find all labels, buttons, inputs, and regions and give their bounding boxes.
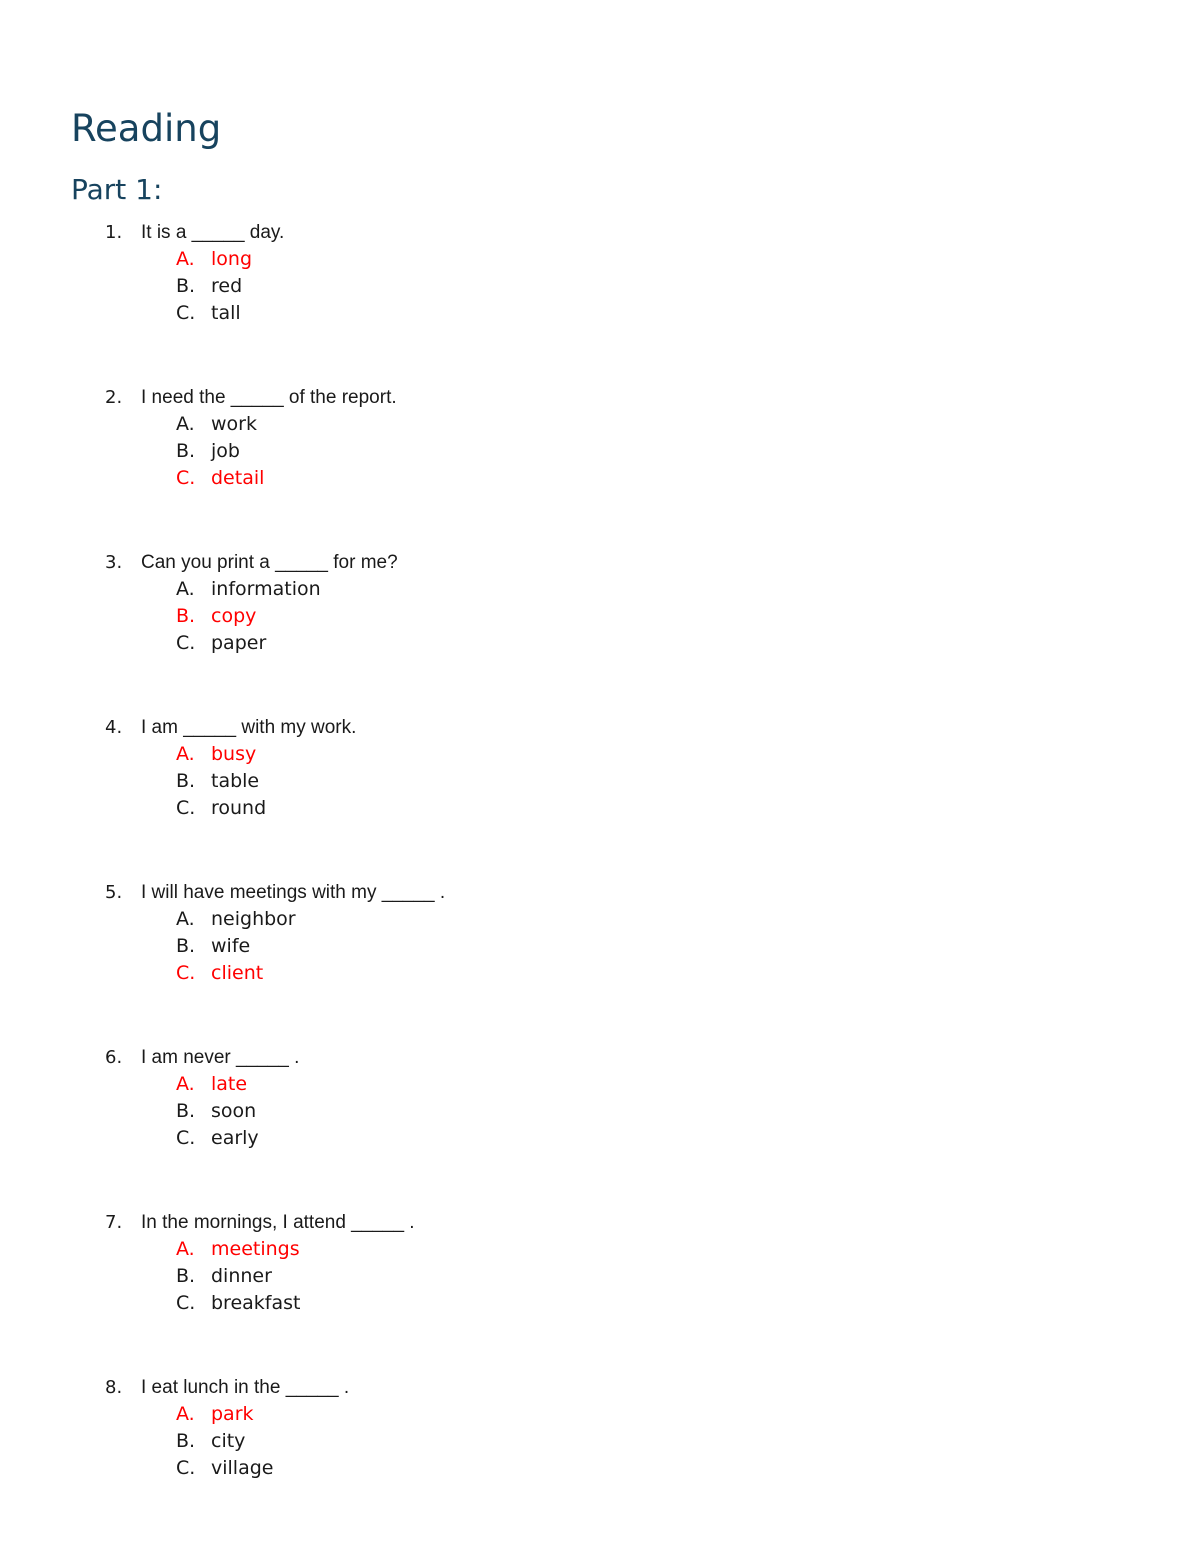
option-text: neighbor bbox=[211, 908, 296, 930]
option-letter: A. bbox=[176, 908, 195, 930]
answer-option-a bbox=[176, 411, 257, 438]
question-number: 2. bbox=[105, 387, 123, 408]
question-text: Can you print a _____ for me? bbox=[141, 552, 398, 573]
option-letter: C. bbox=[176, 1127, 196, 1149]
option-letter: C. bbox=[176, 632, 196, 654]
question-text: I need the _____ of the report. bbox=[141, 387, 397, 408]
option-letter: A. bbox=[176, 1238, 195, 1260]
option-text: meetings bbox=[211, 1238, 300, 1260]
answer-option-b bbox=[176, 603, 256, 630]
answer-option-b bbox=[176, 273, 242, 300]
answer-option-c bbox=[176, 1290, 300, 1317]
question-line bbox=[105, 384, 397, 411]
question-5 bbox=[0, 879, 1200, 1019]
question-number: 3. bbox=[105, 552, 123, 573]
question-text: I eat lunch in the _____ . bbox=[141, 1377, 350, 1398]
answer-option-b bbox=[176, 438, 240, 465]
option-text: copy bbox=[211, 605, 257, 627]
option-letter: B. bbox=[176, 275, 196, 297]
question-number: 1. bbox=[105, 222, 123, 243]
option-letter: C. bbox=[176, 302, 196, 324]
option-letter: A. bbox=[176, 1073, 195, 1095]
answer-option-b bbox=[176, 1098, 256, 1125]
question-number: 5. bbox=[105, 882, 123, 903]
option-letter: B. bbox=[176, 605, 196, 627]
option-text: job bbox=[211, 440, 240, 462]
answer-option-b bbox=[176, 1428, 245, 1455]
question-number: 7. bbox=[105, 1212, 123, 1233]
option-text: late bbox=[211, 1073, 248, 1095]
option-text: red bbox=[211, 275, 243, 297]
question-6 bbox=[0, 1044, 1200, 1184]
answer-option-a bbox=[176, 1071, 247, 1098]
question-8 bbox=[0, 1374, 1200, 1514]
option-text: round bbox=[211, 797, 267, 819]
option-text: paper bbox=[211, 632, 267, 654]
question-text: I am _____ with my work. bbox=[141, 717, 357, 738]
option-letter: B. bbox=[176, 770, 196, 792]
question-text: In the mornings, I attend _____ . bbox=[141, 1212, 415, 1233]
question-line bbox=[105, 1374, 349, 1401]
question-line bbox=[105, 1209, 415, 1236]
question-number: 8. bbox=[105, 1377, 123, 1398]
answer-option-a bbox=[176, 246, 252, 273]
question-4 bbox=[0, 714, 1200, 854]
option-letter: B. bbox=[176, 440, 196, 462]
question-line bbox=[105, 879, 445, 906]
option-letter: A. bbox=[176, 248, 195, 270]
answer-option-c bbox=[176, 465, 264, 492]
option-text: long bbox=[211, 248, 253, 270]
question-7 bbox=[0, 1209, 1200, 1349]
option-letter: B. bbox=[176, 1430, 196, 1452]
option-letter: A. bbox=[176, 1403, 195, 1425]
option-letter: C. bbox=[176, 1292, 196, 1314]
answer-option-c bbox=[176, 795, 266, 822]
answer-option-b bbox=[176, 768, 259, 795]
answer-option-a bbox=[176, 1236, 300, 1263]
option-text: dinner bbox=[211, 1265, 272, 1287]
option-letter: B. bbox=[176, 1100, 196, 1122]
question-number: 4. bbox=[105, 717, 123, 738]
question-2 bbox=[0, 384, 1200, 524]
question-text: I am never _____ . bbox=[141, 1047, 300, 1068]
answer-option-a bbox=[176, 741, 256, 768]
answer-option-c bbox=[176, 630, 266, 657]
option-text: tall bbox=[211, 302, 241, 324]
question-1 bbox=[0, 219, 1200, 359]
question-line bbox=[105, 1044, 299, 1071]
answer-option-b bbox=[176, 1263, 272, 1290]
option-letter: C. bbox=[176, 467, 196, 489]
answer-option-b bbox=[176, 933, 250, 960]
option-text: busy bbox=[211, 743, 257, 765]
option-letter: C. bbox=[176, 962, 196, 984]
option-text: park bbox=[211, 1403, 254, 1425]
part-heading: Part 1: bbox=[71, 173, 163, 206]
answer-option-c bbox=[176, 960, 263, 987]
option-letter: B. bbox=[176, 1265, 196, 1287]
question-line bbox=[105, 219, 284, 246]
option-text: city bbox=[211, 1430, 246, 1452]
question-text: I will have meetings with my _____ . bbox=[141, 882, 446, 903]
option-text: wife bbox=[211, 935, 251, 957]
page-title: Reading bbox=[71, 107, 222, 150]
option-text: early bbox=[211, 1127, 259, 1149]
answer-option-a bbox=[176, 906, 296, 933]
option-text: breakfast bbox=[211, 1292, 301, 1314]
option-letter: A. bbox=[176, 578, 195, 600]
answer-option-c bbox=[176, 1455, 273, 1482]
answer-option-c bbox=[176, 1125, 259, 1152]
answer-option-a bbox=[176, 1401, 254, 1428]
question-3 bbox=[0, 549, 1200, 689]
option-text: detail bbox=[211, 467, 265, 489]
option-text: work bbox=[211, 413, 257, 435]
option-letter: A. bbox=[176, 413, 195, 435]
option-text: information bbox=[211, 578, 321, 600]
option-letter: B. bbox=[176, 935, 196, 957]
option-text: table bbox=[211, 770, 260, 792]
question-number: 6. bbox=[105, 1047, 123, 1068]
answer-option-c bbox=[176, 300, 241, 327]
option-letter: C. bbox=[176, 1457, 196, 1479]
option-letter: A. bbox=[176, 743, 195, 765]
option-letter: C. bbox=[176, 797, 196, 819]
option-text: client bbox=[211, 962, 264, 984]
answer-option-a bbox=[176, 576, 321, 603]
question-text: It is a _____ day. bbox=[141, 222, 285, 243]
option-text: soon bbox=[211, 1100, 257, 1122]
option-text: village bbox=[211, 1457, 274, 1479]
question-line bbox=[105, 714, 356, 741]
question-line bbox=[105, 549, 398, 576]
